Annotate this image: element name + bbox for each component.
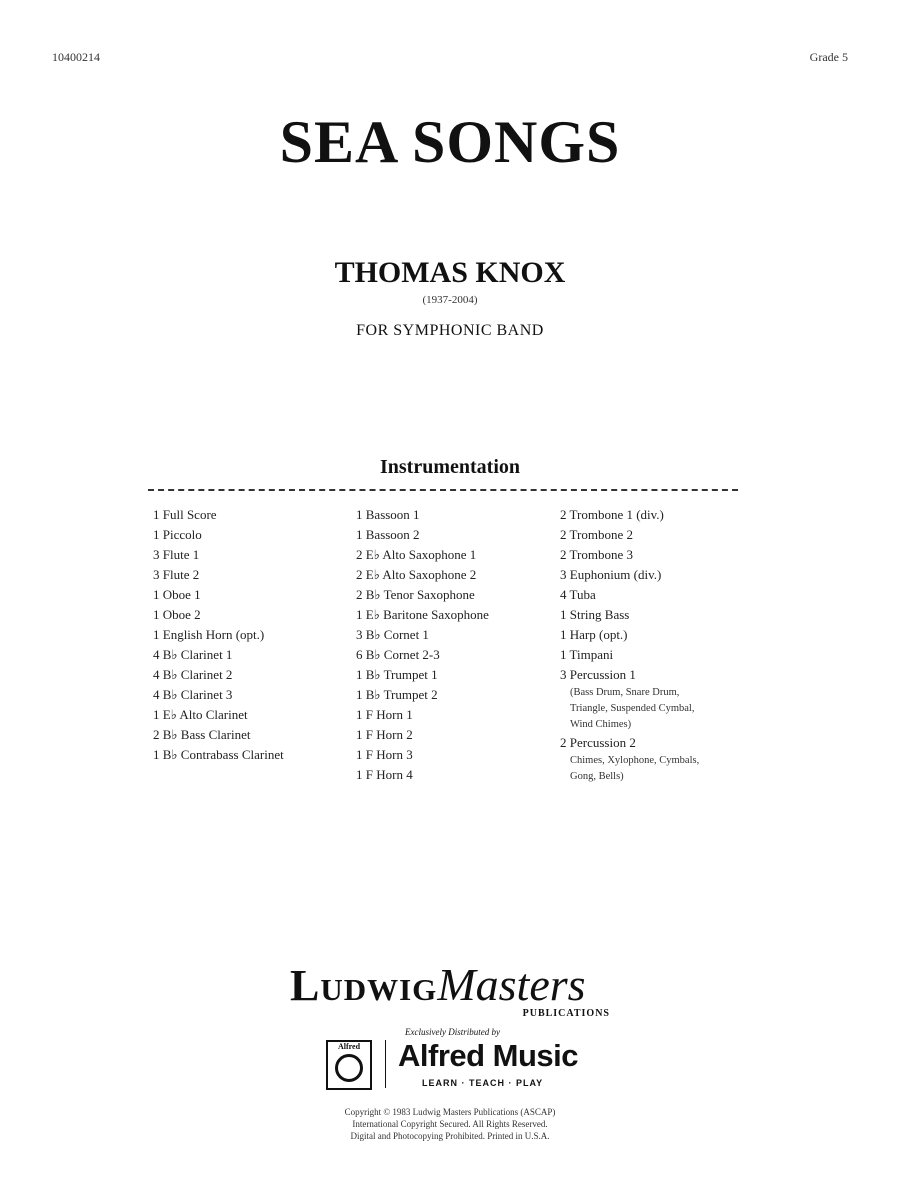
copyright-line: International Copyright Secured. All Rights Reserved.: [352, 1119, 548, 1129]
alfred-music-name: Alfred Music: [398, 1038, 579, 1073]
instrument-item: 1 Oboe 1: [153, 587, 201, 602]
instrument-item: 1 F Horn 3: [356, 747, 413, 762]
instrument-detail: (Bass Drum, Snare Drum,: [570, 687, 680, 698]
instrument-item: 1 Bassoon 1: [356, 507, 420, 522]
composer-dates: (1937-2004): [422, 294, 478, 306]
instrument-item: 4 Tuba: [560, 587, 596, 602]
alfred-tagline: LEARN · TEACH · PLAY: [422, 1078, 544, 1088]
instrument-item: 4 B♭ Clarinet 1: [153, 647, 233, 662]
instrument-item: 2 Trombone 2: [560, 527, 633, 542]
instrument-item: 1 Piccolo: [153, 527, 202, 542]
heading-divider: [148, 489, 738, 491]
instrument-item: 1 Oboe 2: [153, 607, 201, 622]
instrument-item: 2 B♭ Bass Clarinet: [153, 727, 251, 742]
instrumentation-heading: Instrumentation: [379, 456, 520, 478]
instrument-item: 3 B♭ Cornet 1: [356, 627, 429, 642]
instrument-item: 1 E♭ Baritone Saxophone: [356, 607, 489, 622]
instrument-item: 3 Flute 2: [153, 567, 200, 582]
alfred-logo-icon: [326, 1040, 372, 1090]
instrument-item: 2 E♭ Alto Saxophone 2: [356, 567, 477, 582]
instrument-item: 1 Full Score: [153, 507, 217, 522]
instrument-item: 1 English Horn (opt.): [153, 627, 265, 642]
instrument-item: 1 E♭ Alto Clarinet: [153, 707, 248, 722]
logo-ludwig-text: Ludwig: [290, 961, 438, 1010]
page-title: SEA SONGS: [279, 109, 621, 175]
instrument-item: 6 B♭ Cornet 2-3: [356, 647, 440, 662]
instrument-item: 3 Percussion 1: [560, 667, 636, 682]
copyright-line: Copyright © 1983 Ludwig Masters Publications (ASCAP): [344, 1107, 556, 1117]
copyright-line: Digital and Photocopying Prohibited. Printed in U.S.A.: [350, 1131, 550, 1141]
instrument-item: 1 Harp (opt.): [560, 627, 628, 642]
instrument-item: 2 Trombone 3: [560, 547, 633, 562]
alfred-circle-icon: [335, 1054, 363, 1082]
instrument-item: 3 Euphonium (div.): [560, 567, 662, 582]
instrument-item: 4 B♭ Clarinet 2: [153, 667, 233, 682]
instrument-detail: Wind Chimes): [570, 719, 632, 730]
catalog-number: 10400214: [52, 50, 100, 64]
instrument-item: 1 String Bass: [560, 607, 630, 622]
composer-name: THOMAS KNOX: [334, 256, 566, 289]
distributed-by: Exclusively Distributed by: [405, 1027, 500, 1037]
copyright-block: [0, 1106, 900, 1142]
instrument-item: 2 E♭ Alto Saxophone 1: [356, 547, 477, 562]
logo-publications-text: PUBLICATIONS: [522, 1008, 610, 1019]
instrument-item: 1 Timpani: [560, 647, 614, 662]
instrument-detail: Triangle, Suspended Cymbal,: [570, 703, 695, 714]
instrument-item: 1 B♭ Trumpet 2: [356, 687, 438, 702]
instrument-item: 3 Flute 1: [153, 547, 200, 562]
alfred-divider: [385, 1040, 386, 1088]
ludwig-masters-logo: [290, 958, 620, 1024]
grade-label: Grade 5: [809, 50, 848, 64]
logo-masters-text: Masters: [437, 959, 586, 1010]
instrument-detail: Chimes, Xylophone, Cymbals,: [570, 755, 700, 766]
alfred-box-label: Alfred: [337, 1042, 361, 1051]
instrument-item: 1 B♭ Contrabass Clarinet: [153, 747, 284, 762]
instrument-column-2: [356, 505, 556, 785]
subtitle: FOR SYMPHONIC BAND: [356, 322, 544, 339]
instrument-item: 1 B♭ Trumpet 1: [356, 667, 438, 682]
instrument-item: 1 Bassoon 2: [356, 527, 420, 542]
instrument-item: 2 Percussion 2: [560, 735, 636, 750]
instrument-item: 2 B♭ Tenor Saxophone: [356, 587, 475, 602]
instrument-item: 1 F Horn 2: [356, 727, 413, 742]
instrument-column-3: [560, 505, 760, 785]
instrument-item: 1 F Horn 1: [356, 707, 413, 722]
instrument-detail: Gong, Bells): [570, 771, 624, 782]
instrument-column-1: [153, 505, 353, 765]
instrument-item: 1 F Horn 4: [356, 767, 413, 782]
instrument-item: 4 B♭ Clarinet 3: [153, 687, 233, 702]
instrument-item: 2 Trombone 1 (div.): [560, 507, 664, 522]
